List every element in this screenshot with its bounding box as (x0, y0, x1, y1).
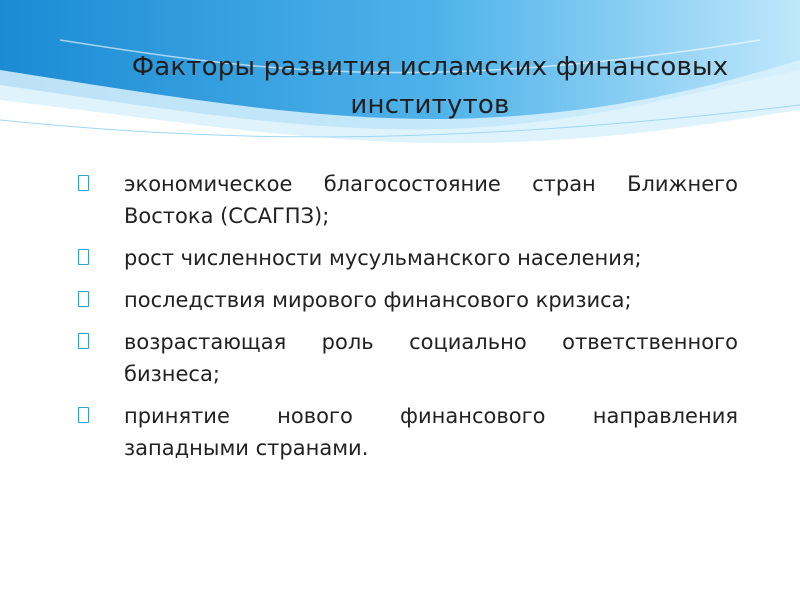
list-item (78, 400, 738, 464)
list-item (78, 284, 738, 316)
bullet-square-icon (78, 291, 89, 307)
bullet-square-icon (78, 249, 89, 265)
list-item (78, 242, 738, 274)
bullet-text: возрастающая роль социально ответственного бизнеса; (124, 330, 738, 386)
bullet-text: принятие нового финансового направления западными странами. (124, 404, 738, 460)
bullet-text: последствия мирового финансового кризиса; (124, 288, 632, 312)
list-item (78, 168, 738, 232)
slide-title: Факторы развития исламских финансовых институтов (131, 52, 729, 120)
bullet-text: экономическое благосостояние стран Ближнего Востока (ССАГПЗ); (124, 172, 738, 228)
list-item (78, 326, 738, 390)
bullet-square-icon (78, 407, 89, 423)
bullet-square-icon (78, 333, 89, 349)
bullet-list (78, 168, 738, 474)
bullet-square-icon (78, 175, 89, 191)
bullet-text: рост численности мусульманского населения; (124, 246, 642, 270)
